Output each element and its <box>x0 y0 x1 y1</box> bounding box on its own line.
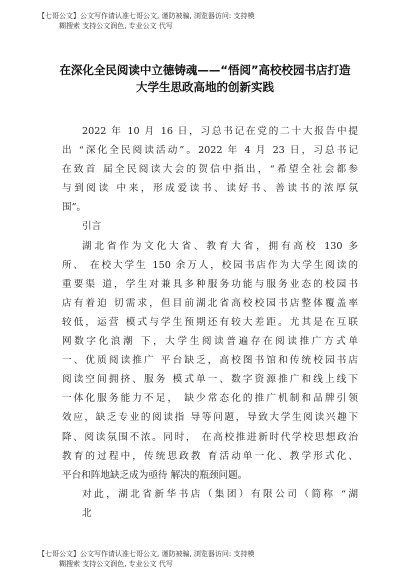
document-title <box>30 62 380 96</box>
page-header-watermark <box>38 11 370 31</box>
body-line: 效应，缺乏专业的阅读指 导等问题，导致大学生阅读兴趣下 <box>62 412 358 424</box>
body-line: 一、优质阅读推广 平台缺乏，高校图书馆和传统校园书店 <box>62 355 358 367</box>
title-line-2: 大学生思政高地的创新实践 <box>136 80 274 94</box>
body-line: 网数字化浪潮 下，大学生阅读普遍存在阅读推广方式单 <box>62 336 358 348</box>
body-line: 北 <box>82 507 92 519</box>
title-line-1: 在深化全民阅读中立德铸魂——“悟阅”高校校园书店打造 <box>59 63 351 77</box>
body-line: 对此，湖北省新华书店（集团）有限公司（简称 “湖 <box>82 488 358 500</box>
body-line: 一体化服务能力不足， 缺少常态化的推广机制和品牌引领 <box>62 393 358 405</box>
body-line: 围”。 <box>62 202 87 214</box>
body-line: 所、 在校大学生 150 余万人，校园书店作为大学生阅读的 <box>62 259 358 271</box>
body-line: 湖北省作为文化大省、教育大省，拥有高校 130 多 <box>82 240 358 252</box>
body-line: 降、阅读氛围不浓。同时， 在高校推进新时代学校思想政治 <box>62 431 358 443</box>
footer-line-1: 【七哥公文】公文写作请认准七哥公文, 谨防被骗, 浏览器访问: 支持模 <box>38 550 255 558</box>
page-footer-watermark <box>38 549 370 569</box>
body-line: 引言 <box>82 221 102 233</box>
body-line: 2022 年 10 月 16 日，习总书记在党的二十大报告中提 <box>82 126 358 137</box>
body-line: 出 “深化全民阅读活动”。2022 年 4 月 23 日，习总书记 <box>62 145 358 157</box>
document-body <box>62 122 358 523</box>
body-line: 较低，运营 模式与学生预期还有较大差距。尤其是在互联 <box>62 316 358 328</box>
body-line: 阅读空间拥挤、服务 模式单一、数字资源推广和线上线下 <box>62 374 358 386</box>
body-line: 店有着迫 切需求，但目前湖北省高校校园书店整体覆盖率 <box>62 297 358 309</box>
footer-line-2: 糊搜索 支持公文润色, 专业公文 代写 <box>59 560 173 568</box>
header-line-2: 糊搜索 支持公文润色, 专业公文 代写 <box>59 22 173 30</box>
body-line: 教育的过程中，传统思政教 育活动单一化、教学形式化、 <box>62 450 358 462</box>
body-line: 平台和阵地缺乏成为亟待 解决的瓶颈问题。 <box>62 469 248 481</box>
header-line-1: 【七哥公文】公文写作请认准七哥公文, 谨防被骗, 浏览器访问: 支持模 <box>38 12 255 20</box>
body-line: 在致首 届全民阅读大会的贺信中指出，“希望全社会都参 <box>62 164 358 176</box>
body-line: 与到阅读 中来，形成爱读书、读好书、善读书的浓厚氛 <box>62 183 358 195</box>
body-line: 重要渠 道，学生对兼具多种服务功能与服务业态的校园书 <box>62 278 358 290</box>
